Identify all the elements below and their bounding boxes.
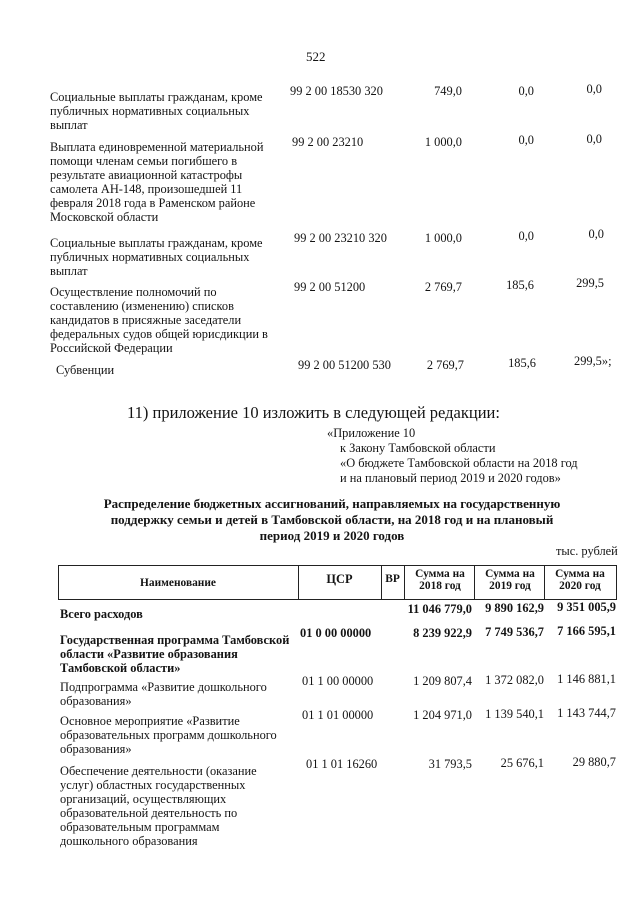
row-code: 01 1 01 00000 <box>302 708 374 722</box>
row-2019: 7 749 536,7 <box>485 625 544 639</box>
header-vr: ВР <box>385 573 400 585</box>
appendix-line: и на плановый период 2019 и 2020 годов» <box>340 471 561 485</box>
row-code: 01 1 00 00000 <box>302 674 374 688</box>
row-name: Осуществление полномочий по составлению (изменению) списков кандидатов в присяжные заседатели федеральных судов общей юрисдикции в Российской Федерации <box>50 285 268 355</box>
row-2020: 0,0 <box>588 227 604 241</box>
row-name: Социальные выплаты гражданам, кроме публичных нормативных социальных выплат <box>50 90 263 132</box>
row-2018: 31 793,5 <box>428 757 472 771</box>
row-2018: 2 769,7 <box>426 358 464 372</box>
row-2019: 0,0 <box>518 229 534 243</box>
row-2018: 749,0 <box>434 84 462 98</box>
row-2018: 11 046 779,0 <box>407 602 472 616</box>
row-name: Подпрограмма «Развитие дошкольного образования» <box>60 680 267 708</box>
row-name: Всего расходов <box>60 607 143 621</box>
section-heading: 11) приложение 10 изложить в следующей редакции: <box>127 403 500 422</box>
row-2019: 185,6 <box>506 278 534 292</box>
row-2019: 25 676,1 <box>500 756 544 770</box>
row-2019: 1 372 082,0 <box>485 673 544 687</box>
header-2018: Сумма на 2018 год <box>415 568 465 592</box>
row-2020: 1 143 744,7 <box>557 706 616 720</box>
units-label: тыс. рублей <box>556 544 618 558</box>
row-code: 99 2 00 18530 320 <box>290 84 383 98</box>
row-2019: 0,0 <box>518 84 534 98</box>
row-name: Обеспечение деятельности (оказание услуг) областных государственных организаций, осуществляющих образовательной деятельность по образовательным программам дошкольного образования <box>60 764 257 848</box>
row-name: Социальные выплаты гражданам, кроме публичных нормативных социальных выплат <box>50 236 263 278</box>
row-2018: 1 000,0 <box>424 231 462 245</box>
row-code: 99 2 00 51200 530 <box>298 358 391 372</box>
row-code: 01 0 00 00000 <box>300 626 372 640</box>
appendix-line: «О бюджете Тамбовской области на 2018 год <box>340 456 578 470</box>
row-name: Государственная программа Тамбовской области «Развитие образования Тамбовской области» <box>60 633 290 675</box>
row-2020: 9 351 005,9 <box>557 600 616 614</box>
row-2019: 9 890 162,9 <box>485 601 544 615</box>
row-2018: 1 209 807,4 <box>413 674 472 688</box>
row-2018: 1 000,0 <box>424 135 462 149</box>
row-2020: 1 146 881,1 <box>557 672 616 686</box>
header-2020: Сумма на 2020 год <box>555 568 605 592</box>
header-name: Наименование <box>140 577 216 589</box>
appendix-line: «Приложение 10 <box>327 426 416 440</box>
header-csr: ЦСР <box>326 572 353 586</box>
row-2020: 299,5»; <box>574 354 612 368</box>
row-2020: 0,0 <box>586 132 602 146</box>
row-2019: 1 139 540,1 <box>485 707 544 721</box>
row-code: 99 2 00 23210 320 <box>294 231 387 245</box>
row-code: 01 1 01 16260 <box>306 757 378 771</box>
row-2020: 299,5 <box>576 276 604 290</box>
table-title: Распределение бюджетных ассигнований, направляемых на государственную поддержку семьи и детей в Тамбовской области, на 2018 год и на плановый период 2019 и 2020 годов <box>103 496 561 543</box>
row-code: 99 2 00 23210 <box>292 135 364 149</box>
row-2020: 7 166 595,1 <box>557 624 616 638</box>
row-2020: 0,0 <box>586 82 602 96</box>
row-2018: 2 769,7 <box>424 280 462 294</box>
row-name: Субвенции <box>56 363 115 377</box>
header-2019: Сумма на 2019 год <box>485 568 535 592</box>
row-name: Основное мероприятие «Развитие образовательных программ дошкольного образования» <box>60 714 277 756</box>
appendix-line: к Закону Тамбовской области <box>340 441 496 455</box>
row-2018: 1 204 971,0 <box>413 708 472 722</box>
row-2019: 185,6 <box>508 356 536 370</box>
row-2020: 29 880,7 <box>572 755 616 769</box>
row-2019: 0,0 <box>518 133 534 147</box>
page-number: 522 <box>306 49 326 64</box>
row-2018: 8 239 922,9 <box>413 626 472 640</box>
row-code: 99 2 00 51200 <box>294 280 366 294</box>
row-name: Выплата единовременной материальной помощи членам семьи погибшего в результате авиационной катастрофы самолета АН-148, произошедшей 11 февраля 2018 года в Раменском районе Московской области <box>50 140 264 224</box>
